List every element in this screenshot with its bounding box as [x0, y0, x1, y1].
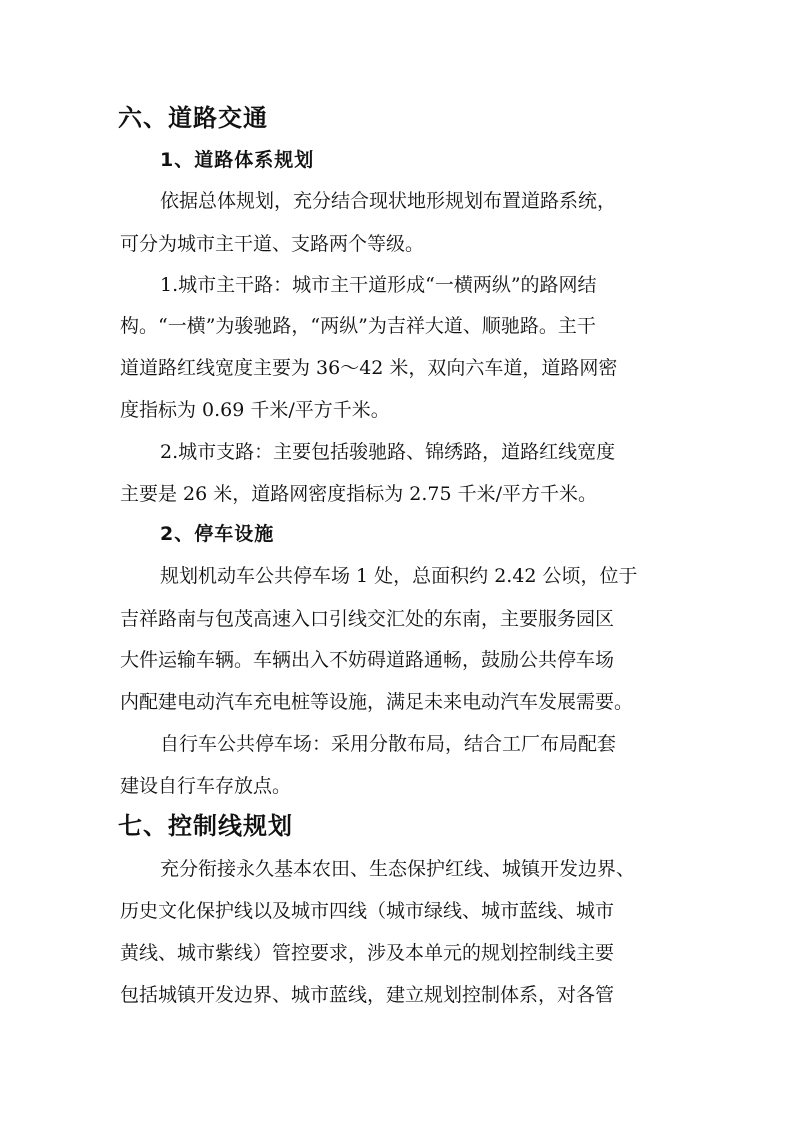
paragraph-line: 可分为城市主干道、支路两个等级。 — [120, 233, 425, 255]
section-7-heading: 七、控制线规划 — [118, 812, 293, 840]
paragraph-line: 建设自行车存放点。 — [120, 775, 292, 797]
paragraph-line: 大件运输车辆。车辆出入不妨碍道路通畅，鼓励公共停车场 — [120, 649, 615, 671]
paragraph-line: 包括城镇开发边界、城市蓝线，建立规划控制体系，对各管 — [120, 984, 615, 1006]
paragraph-line: 主要是 26 米，道路网密度指标为 2.75 千米/平方千米。 — [120, 483, 598, 505]
paragraph-line: 吉祥路南与包茂高速入口引线交汇处的东南，主要服务园区 — [120, 608, 615, 630]
paragraph-line: 历史文化保护线以及城市四线（城市绿线、城市蓝线、城市 — [120, 900, 615, 922]
paragraph-line: 道道路红线宽度主要为 36～42 米，双向六车道，道路网密 — [120, 357, 618, 379]
paragraph-line: 度指标为 0.69 千米/平方千米。 — [120, 399, 390, 421]
subsection-2-heading: 2、停车设施 — [160, 523, 275, 545]
paragraph-line: 充分衔接永久基本农田、生态保护红线、城镇开发边界、 — [160, 858, 636, 880]
paragraph-line: 内配建电动汽车充电桩等设施，满足未来电动汽车发展需要。 — [120, 691, 634, 713]
paragraph-line: 规划机动车公共停车场 1 处，总面积约 2.42 公顷，位于 — [160, 565, 638, 587]
paragraph-line: 2.城市支路：主要包括骏驰路、锦绣路，道路红线宽度 — [160, 441, 616, 463]
paragraph-line: 1.城市主干路：城市主干道形成“一横两纵”的路网结 — [160, 274, 597, 296]
paragraph-line: 构。“一横”为骏驰路，“两纵”为吉祥大道、顺驰路。主干 — [120, 315, 596, 337]
paragraph-line: 黄线、城市紫线）管控要求，涉及本单元的规划控制线主要 — [120, 942, 615, 964]
section-6-heading: 六、道路交通 — [118, 104, 268, 132]
paragraph-line: 依据总体规划，充分结合现状地形规划布置道路系统， — [160, 190, 617, 212]
paragraph-line: 自行车公共停车场：采用分散布局，结合工厂布局配套 — [160, 733, 617, 755]
subsection-1-heading: 1、道路体系规划 — [160, 149, 315, 171]
